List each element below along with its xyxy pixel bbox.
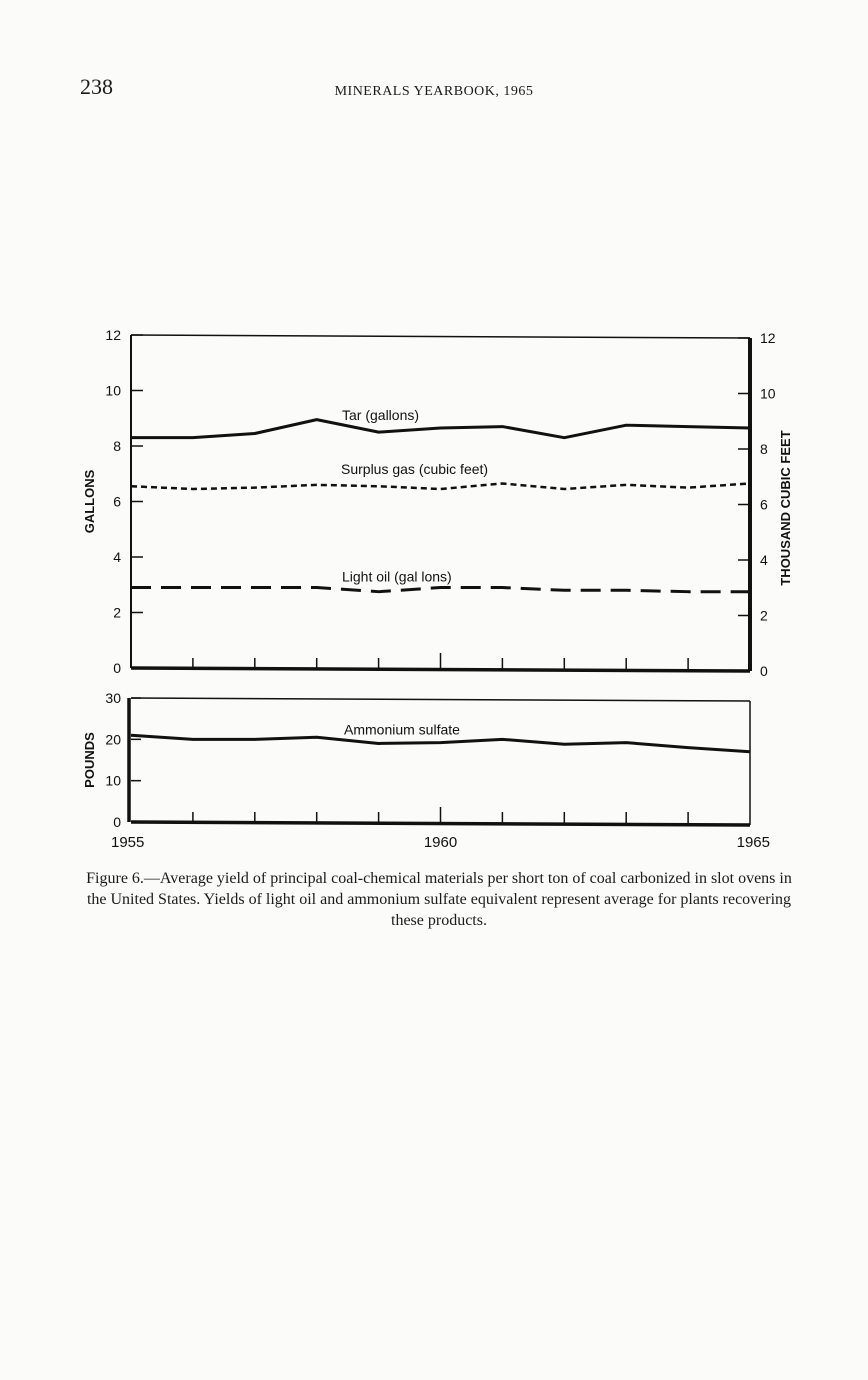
page-number: 238 xyxy=(80,74,113,99)
left-tick-label: 0 xyxy=(113,660,121,676)
left-axis-title: POUNDS xyxy=(82,732,97,788)
left-tick-label: 30 xyxy=(105,690,121,706)
right-axis-title: THOUSAND CUBIC FEET xyxy=(778,430,793,586)
left-tick-label: 8 xyxy=(113,438,121,454)
left-tick-label: 4 xyxy=(113,549,121,565)
left-tick-label: 0 xyxy=(113,814,121,830)
left-axis-title: GALLONS xyxy=(82,469,97,534)
right-tick-label: 8 xyxy=(760,441,768,457)
left-tick-label: 6 xyxy=(113,493,121,510)
plot-frame-top xyxy=(131,698,750,701)
running-head: MINERALS YEARBOOK, 1965 xyxy=(334,84,534,99)
figure-caption-text: Figure 6.—Average yield of principal coal-chemical materials per short ton of coal carbonized in slot ovens in the United States. Yields of light oil and ammonium sulfate equivalent represent average for plants recovering these products. xyxy=(86,870,792,929)
series-line xyxy=(131,588,750,592)
left-tick-label: 10 xyxy=(105,772,121,789)
x-tick-label: 1965 xyxy=(736,834,770,851)
series-label: Light oil (gal lons) xyxy=(342,568,452,585)
series-label: Tar (gallons) xyxy=(342,407,420,424)
right-tick-label: 2 xyxy=(760,607,768,624)
left-tick-label: 10 xyxy=(105,382,121,399)
left-tick-label: 2 xyxy=(113,604,121,621)
series-label: Surplus gas (cubic feet) xyxy=(341,461,489,478)
right-tick-label: 4 xyxy=(760,552,768,568)
figure-caption xyxy=(84,868,794,931)
series-line xyxy=(131,735,750,752)
left-tick-label: 20 xyxy=(105,731,121,748)
x-tick-label: 1960 xyxy=(423,834,458,851)
left-tick-label: 12 xyxy=(105,327,121,343)
series-line xyxy=(131,420,750,438)
right-tick-label: 6 xyxy=(760,496,768,513)
right-tick-label: 10 xyxy=(760,385,776,402)
x-tick-label: 1955 xyxy=(111,834,145,851)
series-line xyxy=(131,483,750,489)
right-tick-label: 12 xyxy=(760,330,776,346)
plot-frame-top xyxy=(131,335,750,338)
right-tick-label: 0 xyxy=(760,663,768,679)
series-label: Ammonium sulfate xyxy=(344,721,460,738)
